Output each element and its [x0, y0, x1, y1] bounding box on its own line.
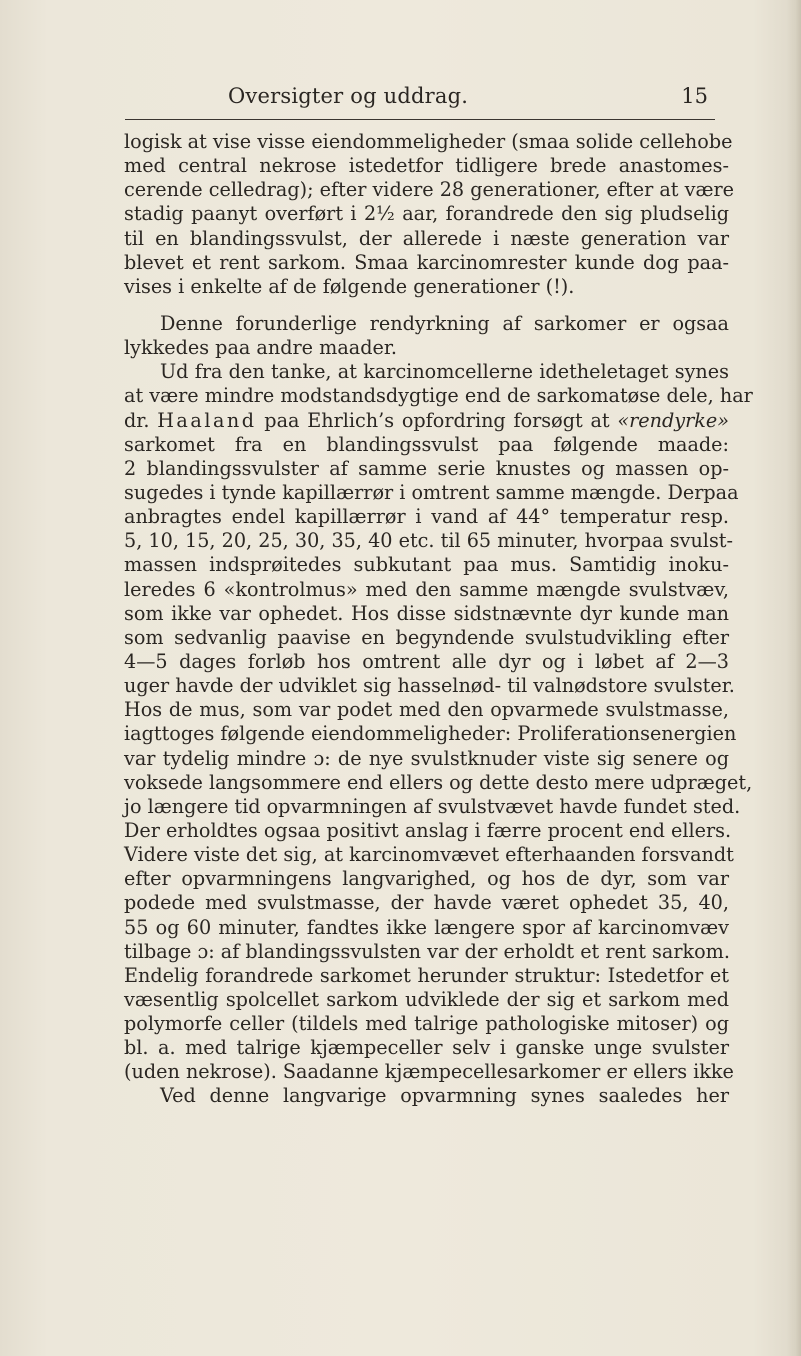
emphasized-word: «rendyrke»: [617, 408, 729, 432]
text-line: 5, 10, 15, 20, 25, 30, 35, 40 etc. til 65 minuter, hvorpaa svulst-: [124, 529, 733, 553]
text-line: Denne forunderlige rendyrkning af sarkomer er ogsaa: [160, 311, 729, 335]
header-rule: [125, 119, 715, 120]
text-line: blevet et rent sarkom. Smaa karcinomrester kunde dog paa-: [124, 250, 729, 274]
text-line: var tydelig mindre ɔ: de nye svulstknuder viste sig senere og: [124, 746, 729, 770]
text-line: stadig paanyt overført i 2½ aar, forandrede den sig pludselig: [124, 202, 729, 226]
text-line: efter opvarmningens langvarighed, og hos de dyr, som var: [124, 867, 729, 891]
text-line: sugedes i tynde kapillærrør i omtrent samme mængde. Derpaa: [124, 480, 739, 504]
paragraph-3: [124, 360, 753, 1084]
text-fragment: paa Ehrlich’s opfordring forsøgt at: [256, 408, 618, 432]
text-line: polymorfe celler (tildels med talrige pathologiske mitoser) og: [124, 1012, 729, 1036]
text-line-with-name: [124, 409, 729, 433]
text-line: uger havde der udviklet sig hasselnød- til valnødstore svulster.: [124, 674, 735, 698]
text-line: logisk at vise visse eiendommeligheder (smaa solide cellehobe: [124, 130, 733, 153]
text-line: at være mindre modstandsdygtige end de sarkomatøse dele, har: [124, 384, 753, 408]
text-fragment: dr.: [124, 408, 158, 432]
text-line: lykkedes paa andre maader.: [124, 336, 398, 360]
body-text: [124, 130, 753, 1109]
text-line: bl. a. med talrige kjæmpeceller selv i ganske unge svulster: [124, 1036, 729, 1060]
paragraph-2: [124, 312, 729, 360]
text-line: (uden nekrose). Saadanne kjæmpecellesarkomer er ellers ikke: [124, 1060, 734, 1084]
text-line: til en blandingssvulst, der allerede i næste generation var: [124, 226, 729, 250]
text-line: voksede langsommere end ellers og dette desto mere udpræget,: [124, 770, 753, 794]
text-line: iagttoges følgende eiendommeligheder: Proliferationsenergien: [124, 722, 737, 746]
page-number: 15: [681, 84, 708, 108]
header-title: Oversigter og uddrag.: [228, 84, 469, 108]
paragraph-1: [124, 130, 735, 299]
text-line: anbragtes endel kapillærrør i vand af 44° temperatur resp.: [124, 505, 729, 529]
author-name: Haaland: [157, 408, 257, 432]
text-line: 2 blandingssvulster af samme serie knustes og massen op-: [124, 456, 729, 480]
text-line: Hos de mus, som var podet med den opvarmede svulstmasse,: [124, 698, 729, 722]
running-header: [120, 84, 720, 120]
text-line: som ikke var ophedet. Hos disse sidstnævnte dyr kunde man: [124, 601, 729, 625]
page-edge-shadow: [787, 0, 801, 1356]
text-line: jo længere tid opvarmningen af svulstvævet havde fundet sted.: [124, 794, 741, 818]
text-line: vises i enkelte af de følgende generationer (!).: [124, 274, 575, 298]
text-line: Ved denne langvarige opvarmning synes saaledes her: [160, 1084, 729, 1108]
text-line: tilbage ɔ: af blandingssvulsten var der erholdt et rent sarkom.: [124, 939, 730, 963]
text-line: som sedvanlig paavise en begyndende svulstudvikling efter: [124, 625, 729, 649]
text-line: Der erholdtes ogsaa positivt anslag i færre procent end ellers.: [124, 818, 732, 842]
text-line: med central nekrose istedetfor tidligere brede anastomes-: [124, 154, 729, 178]
text-line: cerende celledrag); efter videre 28 generationer, efter at være: [124, 178, 735, 202]
text-line: Endelig forandrede sarkomet herunder struktur: Istedetfor et: [124, 963, 729, 987]
text-line: podede med svulstmasse, der havde været ophedet 35, 40,: [124, 891, 729, 915]
text-line: sarkomet fra en blandingssvulst paa følgende maade:: [124, 432, 729, 456]
text-line: Ud fra den tanke, at karcinomcellerne idetheletaget synes: [160, 360, 729, 384]
text-line: væsentlig spolcellet sarkom udviklede der sig et sarkom med: [124, 987, 729, 1011]
paragraph-4: [124, 1084, 729, 1108]
text-line: leredes 6 «kontrolmus» med den samme mængde svulstvæv,: [124, 577, 729, 601]
text-line: 4—5 dages forløb hos omtrent alle dyr og i løbet af 2—3: [124, 649, 729, 673]
text-line: massen indsprøitedes subkutant paa mus. Samtidig inoku-: [124, 553, 729, 577]
text-line: 55 og 60 minuter, fandtes ikke længere spor af karcinomvæv: [124, 915, 729, 939]
text-line: Videre viste det sig, at karcinomvævet efterhaanden forsvandt: [124, 843, 734, 867]
